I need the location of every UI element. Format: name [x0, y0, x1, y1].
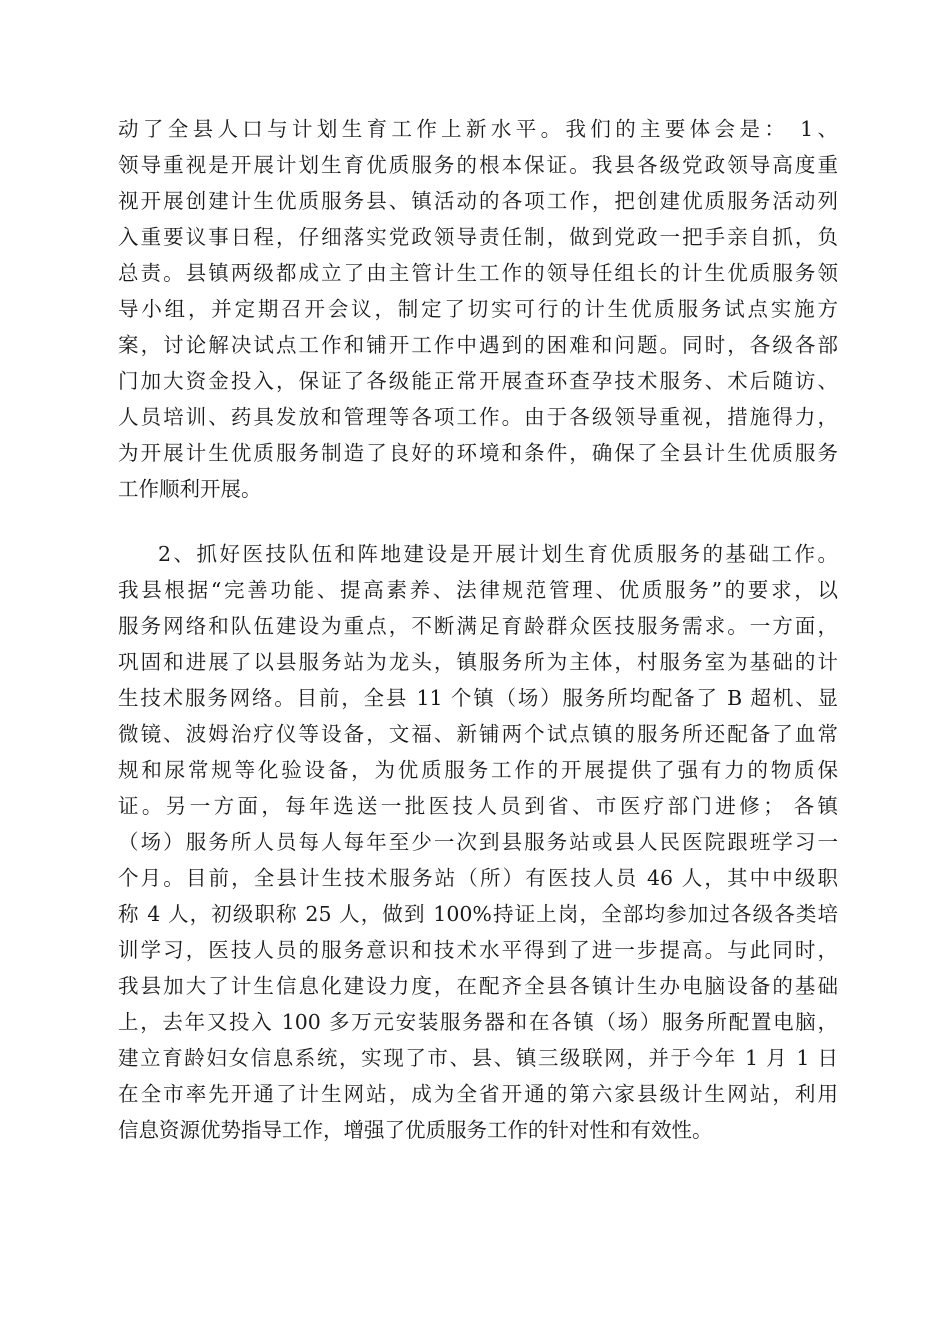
text-line: 门加大资金投入，保证了各级能正常开展查环查孕技术服务、术后随访、 — [118, 369, 838, 393]
text-line: 工作顺利开展。 — [118, 477, 262, 501]
text-line: 服务网络和队伍建设为重点，不断满足育龄群众医技服务需求。一方面， — [118, 614, 838, 638]
text-line: 我县根据“完善功能、提高素养、法律规范管理、优质服务”的要求，以 — [118, 578, 838, 602]
text-line: 巩固和进展了以县服务站为龙头，镇服务所为主体，村服务室为基础的计 — [118, 650, 838, 674]
text-line: 生技术服务网络。目前，全县 11 个镇（场）服务所均配备了 B 超机、显 — [118, 686, 838, 710]
text-line: （场）服务所人员每人每年至少一次到县服务站或县人民医院跟班学习一 — [118, 830, 838, 854]
text-line: 个月。目前，全县计生技术服务站（所）有医技人员 46 人，其中中级职 — [118, 866, 838, 890]
text-line: 入重要议事日程，仔细落实党政领导责任制，做到党政一把手亲自抓，负 — [118, 225, 838, 249]
text-line: 训学习，医技人员的服务意识和技术水平得到了进一步提高。与此同时， — [118, 938, 838, 962]
text-line: 我县加大了计生信息化建设力度，在配齐全县各镇计生办电脑设备的基础 — [118, 974, 838, 998]
text-line: 证。另一方面，每年选送一批医技人员到省、市医疗部门进修； 各镇 — [118, 794, 838, 818]
text-line: 为开展计生优质服务制造了良好的环境和条件，确保了全县计生优质服务 — [118, 441, 838, 465]
text-line: 建立育龄妇女信息系统，实现了市、县、镇三级联网，并于今年 1 月 1 日 — [118, 1046, 838, 1070]
text-line: 案，讨论解决试点工作和铺开工作中遇到的困难和问题。同时，各级各部 — [118, 333, 838, 357]
text-line: 在全市率先开通了计生网站，成为全省开通的第六家县级计生网站，利用 — [118, 1082, 838, 1106]
text-line: 人员培训、药具发放和管理等各项工作。由于各级领导重视，措施得力， — [118, 405, 838, 429]
text-line: 称 4 人，初级职称 25 人，做到 100%持证上岗，全部均参加过各级各类培 — [118, 902, 838, 926]
text-line: 总责。县镇两级都成立了由主管计生工作的领导任组长的计生优质服务领 — [118, 261, 838, 285]
text-line: 领导重视是开展计划生育优质服务的根本保证。我县各级党政领导高度重 — [118, 153, 838, 177]
text-line: 规和尿常规等化验设备，为优质服务工作的开展提供了强有力的物质保 — [118, 758, 838, 782]
text-line: 导小组，并定期召开会议，制定了切实可行的计生优质服务试点实施方 — [118, 297, 838, 321]
text-line: 微镜、波姆治疗仪等设备，文福、新铺两个试点镇的服务所还配备了血常 — [118, 722, 838, 746]
text-line: 动了全县人口与计划生育工作上新水平。我们的主要体会是： 1、 — [118, 117, 838, 141]
text-line: 信息资源优势指导工作，增强了优质服务工作的针对性和有效性。 — [118, 1118, 713, 1142]
text-line: 2、抓好医技队伍和阵地建设是开展计划生育优质服务的基础工作。 — [158, 542, 838, 566]
text-line: 视开展创建计生优质服务县、镇活动的各项工作，把创建优质服务活动列 — [118, 189, 838, 213]
text-line: 上，去年又投入 100 多万元安装服务器和在各镇（场）服务所配置电脑， — [118, 1010, 838, 1034]
